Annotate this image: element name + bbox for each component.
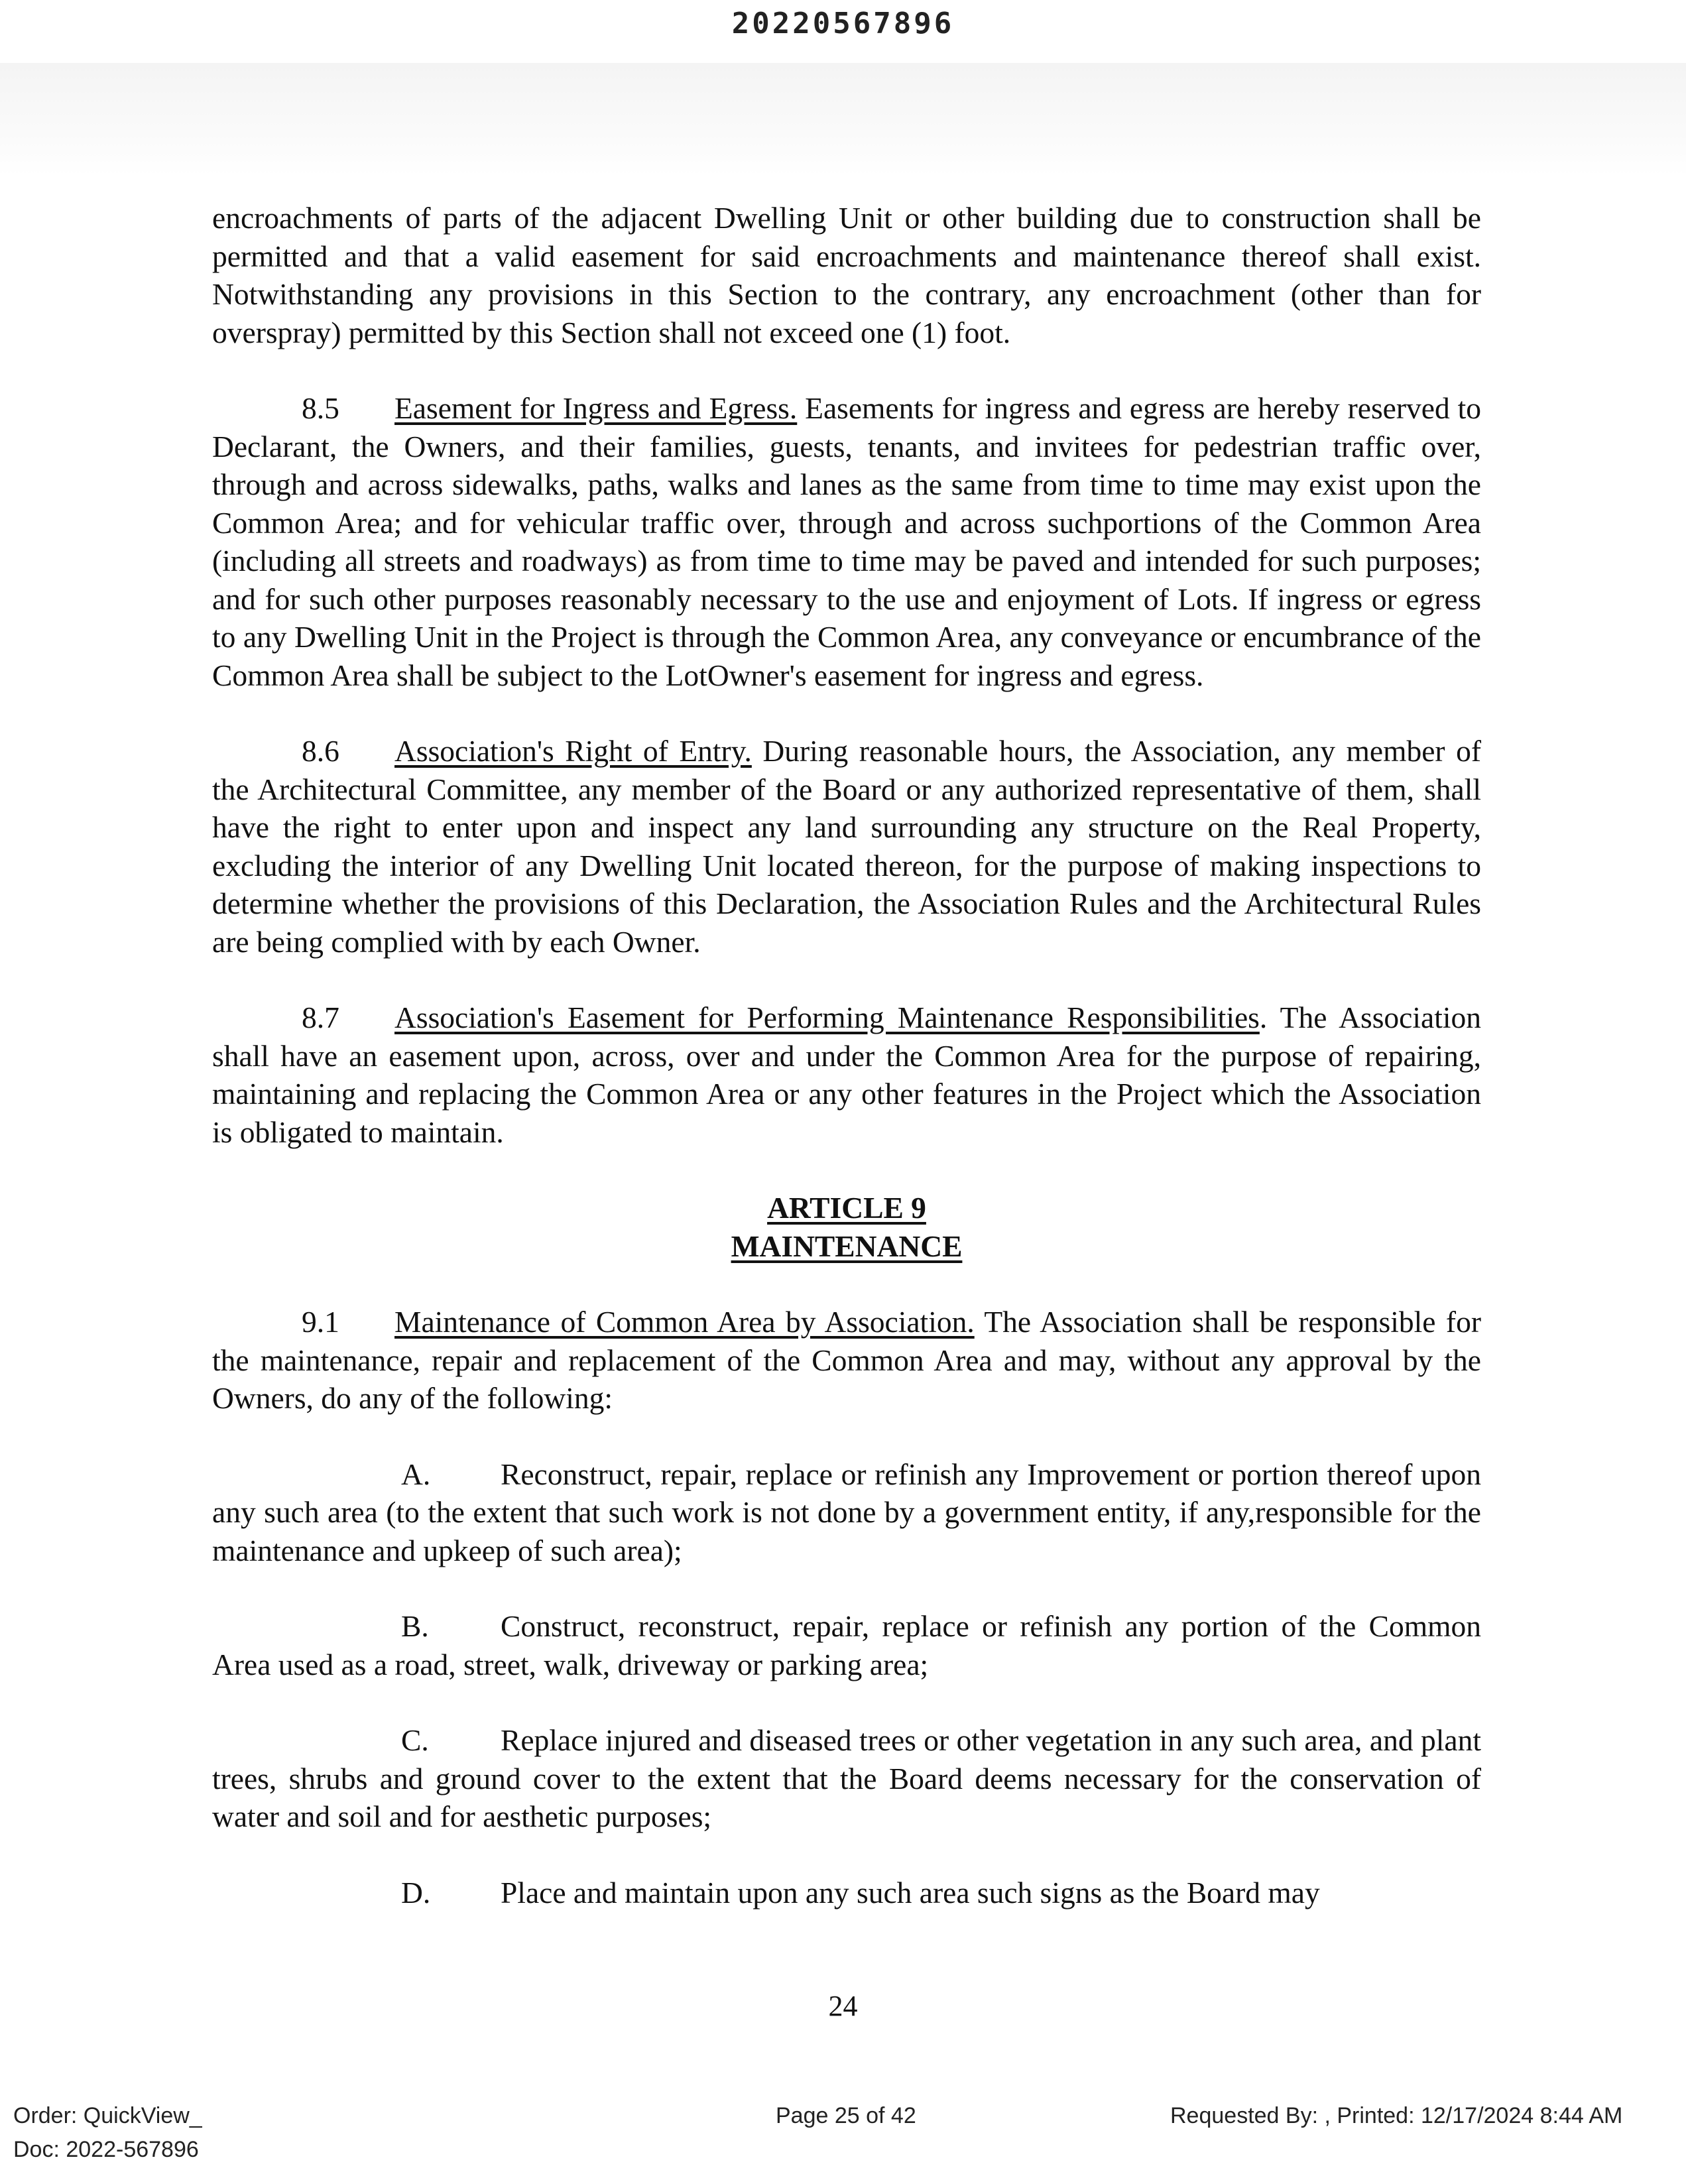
list-item-c	[212, 1721, 1481, 1836]
item-text: Place and maintain upon any such area such signs as the Board may	[501, 1875, 1320, 1910]
section-text: The Association shall be responsible for the maintenance, repair and replacement of the Common Area and may, without any approval by the Owners, do any of the following:	[212, 1305, 1481, 1415]
page-number: 24	[828, 1990, 858, 2022]
section-title: Association's Easement for Performing Maintenance Responsibilities	[394, 1001, 1260, 1034]
item-letter: C.	[401, 1723, 429, 1757]
article-title: MAINTENANCE	[731, 1229, 963, 1263]
section-title: Maintenance of Common Area by Association.	[394, 1305, 975, 1339]
item-text: Construct, reconstruct, repair, replace or refinish any portion of the Common Area used as a road, street, walk, driveway or parking area;	[212, 1609, 1481, 1681]
paragraph-continuation: encroachments of parts of the adjacent Dwelling Unit or other building due to construction shall be permitted and that a valid easement for said encroachments and maintenance thereof shall exist. Notwithstanding any provisions in this Section to the contrary, any encroachment (other than for overspray) permitted by this Section shall not exceed one (1) foot.	[212, 201, 1481, 349]
section-title: Easement for Ingress and Egress.	[394, 391, 798, 425]
footer-requested: Requested By: , Printed: 12/17/2024 8:44 AM	[1170, 2103, 1623, 2128]
item-letter: D.	[401, 1875, 431, 1910]
item-text: Replace injured and diseased trees or other vegetation in any such area, and plant trees, shrubs and ground cover to the extent that the Board deems necessary for the conservation of water and soil and for aesthetic purposes;	[212, 1723, 1481, 1833]
section-number: 8.7	[302, 1001, 339, 1034]
section-number: 8.5	[302, 391, 339, 425]
footer-order: Order: QuickView_	[13, 2103, 202, 2128]
document-body	[212, 199, 1481, 1949]
section-8-6	[212, 732, 1481, 961]
list-item-a	[212, 1455, 1481, 1570]
article-heading	[212, 1189, 1481, 1265]
item-letter: A.	[401, 1457, 431, 1491]
list-item-d	[212, 1874, 1481, 1912]
section-text: Easements for ingress and egress are hereby reserved to Declarant, the Owners, and their families, guests, tenants, and invitees for pedestrian traffic over, through and across sidewalks, paths, walks and lanes as the same from time to time may exist upon the Common Area; and for vehicular traffic over, through and across suchportions of the Common Area (including all streets and roadways) as from time to time may be paved and intended for such purposes; and for such other purposes reasonably necessary to the use and enjoyment of Lots. If ingress or egress to any Dwelling Unit in the Project is through the Common Area, any conveyance or encumbrance of the Common Area shall be subject to the LotOwner's easement for ingress and egress.	[212, 391, 1481, 692]
recording-number: 20220567896	[731, 7, 955, 40]
footer-doc: Doc: 2022-567896	[13, 2137, 199, 2162]
section-8-5	[212, 389, 1481, 694]
scan-shade	[0, 63, 1686, 176]
section-text: . The Association shall have an easement upon, across, over and under the Common Area for the purpose of repairing, maintaining and replacing the Common Area or any other features in the Project which the Association is obligated to maintain.	[212, 1001, 1481, 1149]
section-9-1	[212, 1303, 1481, 1418]
section-title: Association's Right of Entry.	[394, 734, 752, 768]
item-letter: B.	[401, 1609, 429, 1643]
item-text: Reconstruct, repair, replace or refinish any Improvement or portion thereof upon any such area (to the extent that such work is not done by a government entity, if any,responsible for the maintenance and upkeep of such area);	[212, 1457, 1481, 1567]
section-number: 8.6	[302, 734, 339, 768]
section-number: 9.1	[302, 1305, 339, 1339]
list-item-b	[212, 1607, 1481, 1683]
article-number: ARTICLE 9	[767, 1191, 926, 1225]
section-text: During reasonable hours, the Association, any member of the Architectural Committee, any member of the Board or any authorized representative of them, shall have the right to enter upon and inspect any land surrounding any structure on the Real Property, excluding the interior of any Dwelling Unit located thereon, for the purpose of making inspections to determine whether the provisions of this Declaration, the Association Rules and the Architectural Rules are being complied with by each Owner.	[212, 734, 1481, 959]
section-8-7	[212, 999, 1481, 1151]
footer-page: Page 25 of 42	[776, 2103, 916, 2128]
